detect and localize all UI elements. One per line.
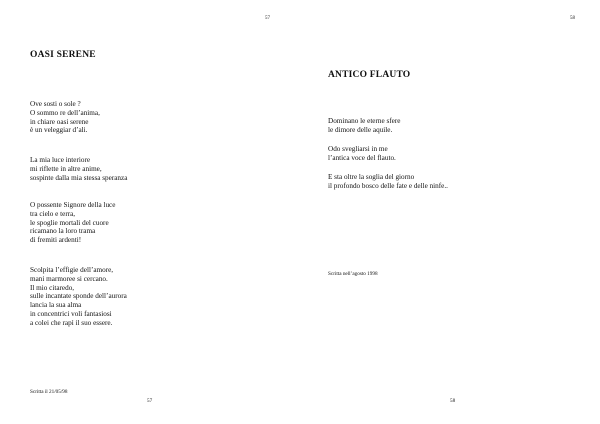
verse-line: Il mio citaredo, — [30, 283, 75, 292]
verse-line: ricamano la loro trama — [30, 227, 96, 236]
verse-line: in concentrici voli fantasiosi — [30, 309, 112, 318]
right-running-number: 58 — [570, 16, 575, 21]
verse-line: mani marmoree si cercano. — [30, 274, 108, 283]
left-stanza-2 — [30, 156, 127, 182]
right-stanza-3 — [328, 173, 448, 191]
verse-line: in chiare oasi serene — [30, 117, 89, 126]
verse-line: di fremiti ardenti! — [30, 236, 82, 245]
right-date-note: Scritta nell’agosto 1998 — [328, 271, 378, 277]
verse-line: Dominano le eterne sfere — [328, 117, 401, 125]
verse-line: le spoglie mortali del cuore — [30, 218, 109, 227]
left-stanza-1 — [30, 100, 100, 135]
left-stanza-3 — [30, 201, 115, 245]
left-stanza-4 — [30, 266, 127, 328]
verse-line: tra cielo e terra, — [30, 209, 76, 218]
verse-line: Odo svegliarsi in me — [328, 145, 388, 153]
verse-line: mi riflette in altre anime, — [30, 164, 102, 173]
verse-line: Ove sosti o sole ? — [30, 100, 81, 108]
right-page — [300, 0, 600, 424]
verse-line: O sommo re dell’anima, — [30, 108, 100, 117]
verse-line: La mia luce interiore — [30, 156, 91, 164]
verse-line: il profondo bosco delle fate e delle ninfe.. — [328, 181, 448, 190]
verse-line: lancia la sua alma — [30, 301, 82, 310]
verse-line: a colei che rapì il suo essere. — [30, 318, 113, 327]
verse-line: O possente Signore della luce — [30, 201, 116, 209]
left-running-number: 57 — [265, 16, 270, 21]
right-poem-title: ANTICO FLAUTO — [328, 70, 411, 80]
verse-line: è un veleggiar d’ali. — [30, 126, 88, 135]
verse-line: E sta oltre la soglia del giorno — [328, 173, 415, 181]
verse-line: Scolpita l’effigie dell’amore, — [30, 266, 114, 274]
left-page-number: 57 — [147, 398, 153, 404]
verse-line: sulle incantate sponde dell’aurora — [30, 292, 127, 301]
verse-line: le dimore delle aquile. — [328, 125, 393, 134]
left-date-note: Scritta il 21/05/98 — [30, 389, 68, 395]
left-poem-title: OASI SERENE — [30, 50, 96, 60]
verse-line: l’antica voce del flauto. — [328, 153, 396, 162]
right-stanza-2 — [328, 145, 396, 163]
verse-line: sospinte dalla mia stessa speranza — [30, 173, 128, 182]
right-stanza-1 — [328, 117, 400, 135]
right-page-number: 58 — [450, 398, 456, 404]
